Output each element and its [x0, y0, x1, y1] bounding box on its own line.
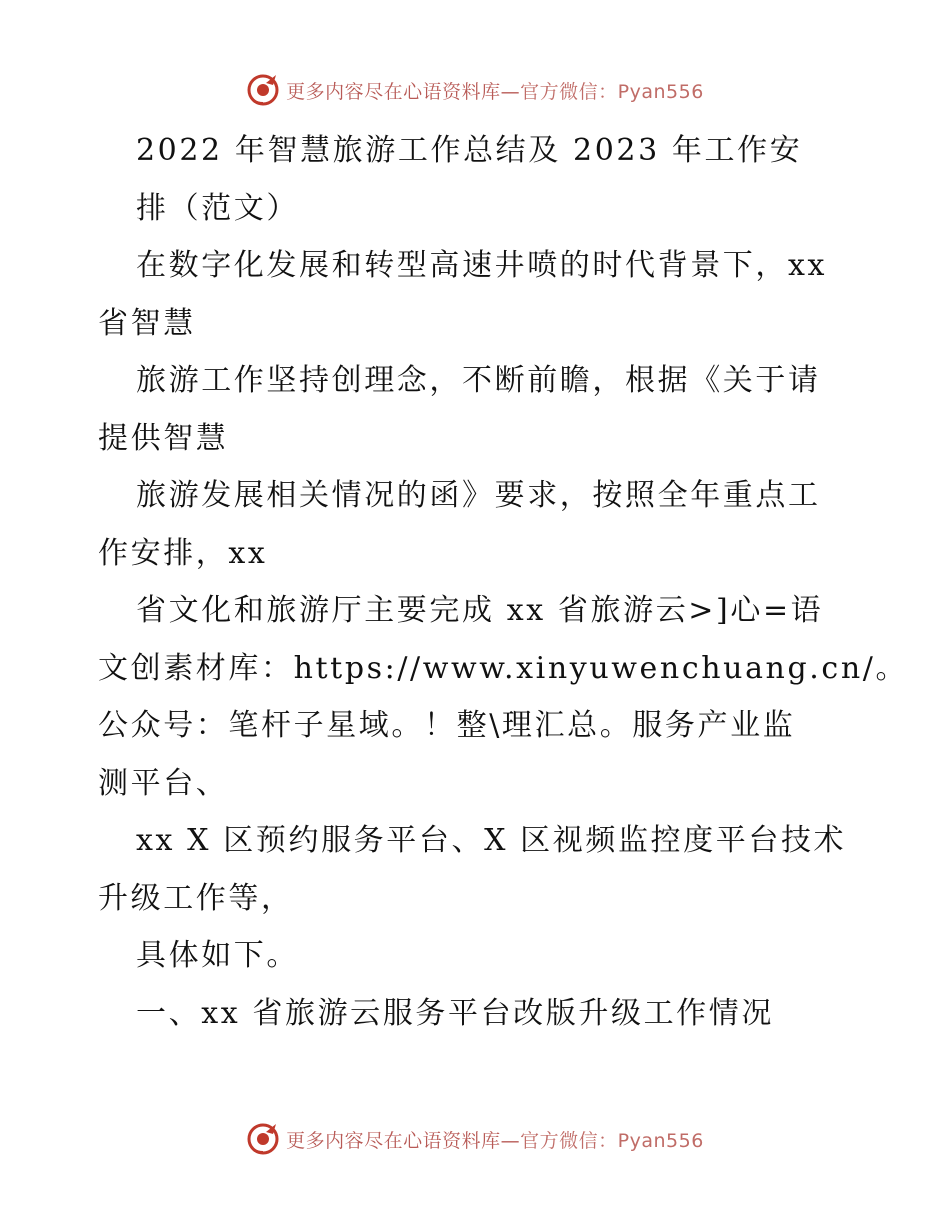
header-banner: [0, 70, 950, 110]
paragraph-line: xx X 区预约服务平台、X 区视频监控度平台技术: [136, 823, 847, 858]
paragraph-line: 旅游工作坚持创理念，不断前瞻，根据《关于请: [136, 363, 821, 398]
section-heading: 一、xx 省旅游云服务平台改版升级工作情况: [136, 995, 774, 1031]
paragraph-line: 省智慧: [98, 305, 196, 341]
brand-logo-icon: [246, 1122, 280, 1156]
paragraph-line: 旅游发展相关情况的函》要求，按照全年重点工: [136, 478, 821, 513]
banner-slogan: 更多内容尽在心语资料库: [286, 80, 501, 103]
paragraph-line: 升级工作等，: [98, 880, 294, 916]
paragraph-line: 公众号：笔杆子星域。！整\理汇总。服务产业监: [98, 708, 796, 743]
banner-wechat: 官方微信：Pyan556: [520, 1129, 704, 1152]
paragraph-line: 在数字化发展和转型高速井喷的时代背景下，xx: [136, 248, 828, 283]
banner-separator: —: [500, 80, 521, 103]
banner-text: [286, 1126, 704, 1153]
paragraph-line: 文创素材库：https://www.xinyuwenchuang.cn/。: [98, 650, 909, 686]
title-line-1: 2022 年智慧旅游工作总结及 2023 年工作安: [136, 133, 803, 168]
footer-banner: [0, 1119, 950, 1159]
banner-wechat: 官方微信：Pyan556: [520, 80, 704, 103]
paragraph-line: 省文化和旅游厅主要完成 xx 省旅游云>]心=语: [136, 593, 824, 628]
title-line-2: 排（范文）: [136, 190, 299, 226]
banner-slogan: 更多内容尽在心语资料库: [286, 1129, 501, 1152]
document-body: [98, 122, 909, 1042]
paragraph-line: 提供智慧: [98, 420, 229, 456]
paragraph-line: 测平台、: [98, 765, 229, 801]
banner-separator: —: [500, 1129, 521, 1152]
brand-logo-icon: [246, 73, 280, 107]
banner-text: [286, 77, 704, 104]
paragraph-line: 具体如下。: [136, 938, 299, 973]
paragraph-line: 作安排，xx: [98, 535, 268, 571]
